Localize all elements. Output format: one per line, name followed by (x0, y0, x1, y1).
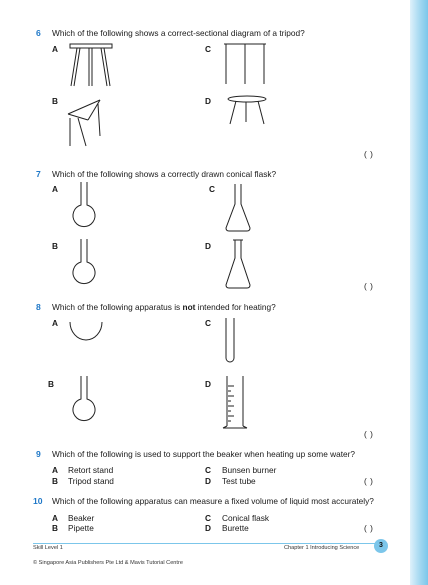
q8-option-d-label: D (205, 379, 211, 389)
q10-choice-b-text: Pipette (68, 523, 94, 533)
q10-choice-a-letter: A (52, 513, 58, 523)
q9-choice-c-text: Bunsen burner (222, 465, 277, 475)
footer-divider (33, 543, 383, 544)
q10-choice-d-text: Burette (222, 523, 249, 533)
q7-answer-bracket: ( ) (364, 281, 374, 291)
question-7-number: 7 (36, 169, 41, 179)
q8-answer-bracket: ( ) (364, 429, 374, 439)
q6-option-a-label: A (52, 44, 58, 54)
footer-skill-level: Skill Level 1 (33, 545, 63, 551)
q7-option-a-label: A (52, 184, 58, 194)
page-edge-strip (410, 0, 428, 585)
q6-answer-bracket: ( ) (364, 149, 374, 159)
q6-tripod-c-figure (222, 42, 268, 88)
q9-answer-bracket: ( ) (364, 476, 374, 486)
question-6-text: Which of the following shows a correct-sectional diagram of a tripod? (52, 28, 305, 38)
q6-tripod-d-figure (226, 94, 270, 128)
q8-option-c-label: C (205, 318, 211, 328)
q9-choice-b-text: Tripod stand (68, 476, 114, 486)
question-9-number: 9 (36, 449, 41, 459)
question-10-text: Which of the following apparatus can measure a fixed volume of liquid most accurately? (52, 496, 374, 506)
page-number-badge: 3 (374, 539, 388, 553)
question-8-number: 8 (36, 302, 41, 312)
q8-measuring-cylinder-figure (222, 374, 250, 432)
footer-copyright: © Singapore Asia Publishers Pte Ltd & Mavis Tutorial Centre (33, 560, 183, 566)
q6-tripod-a-figure (68, 42, 118, 88)
q6-option-b-label: B (52, 96, 58, 106)
q9-choice-d-letter: D (205, 476, 211, 486)
q9-choice-a-text: Retort stand (68, 465, 114, 475)
question-8-text: Which of the following apparatus is not intended for heating? (52, 302, 276, 312)
q9-choice-d-text: Test tube (222, 476, 256, 486)
q10-choice-d-letter: D (205, 523, 211, 533)
q10-choice-c-letter: C (205, 513, 211, 523)
q6-option-c-label: C (205, 44, 211, 54)
q7-option-d-label: D (205, 241, 211, 251)
q10-choice-c-text: Conical flask (222, 513, 270, 523)
q8-option-b-label: B (48, 379, 54, 389)
q9-choice-b-letter: B (52, 476, 58, 486)
footer-chapter: Chapter 1 Introducing Science (284, 545, 360, 551)
q7-option-c-label: C (209, 184, 215, 194)
question-6-number: 6 (36, 28, 41, 38)
q8-option-a-label: A (52, 318, 58, 328)
q7-flask-c-figure (224, 182, 252, 234)
q8-evaporating-dish-figure (68, 320, 104, 344)
q6-tripod-b-figure (66, 96, 106, 148)
q10-answer-bracket: ( ) (364, 523, 374, 533)
q7-flask-a-figure (68, 181, 100, 233)
q10-choice-b-letter: B (52, 523, 58, 533)
q10-choice-a-text: Beaker (68, 513, 95, 523)
q9-choice-c-letter: C (205, 465, 211, 475)
q7-option-b-label: B (52, 241, 58, 251)
q8-round-flask-figure (68, 375, 100, 427)
question-9-text: Which of the following is used to support the beaker when heating up some water? (52, 449, 356, 459)
q7-flask-b-figure (68, 238, 100, 290)
q6-option-d-label: D (205, 96, 211, 106)
question-10-number: 10 (33, 496, 43, 506)
question-7-text: Which of the following shows a correctly drawn conical flask? (52, 169, 277, 179)
q8-test-tube-figure (223, 316, 237, 366)
q7-flask-d-figure (224, 238, 252, 290)
q9-choice-a-letter: A (52, 465, 58, 475)
